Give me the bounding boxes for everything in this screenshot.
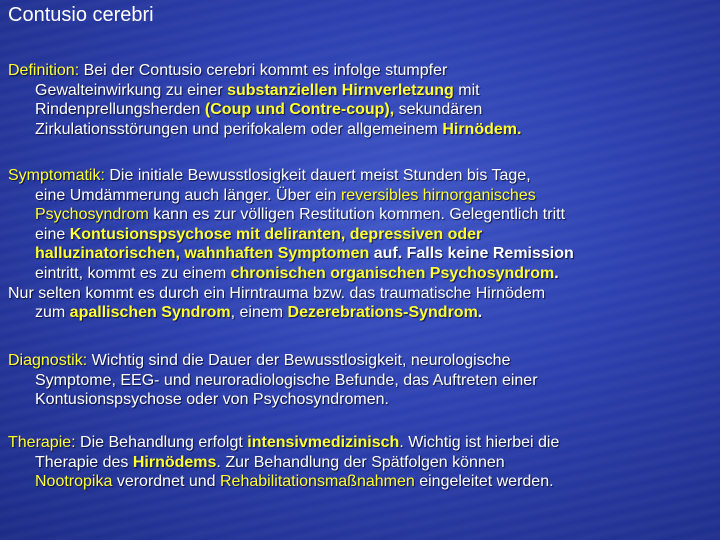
symptomatik-highlight-3: Kontusionspsychose mit deliranten, depressiven oder xyxy=(69,225,483,243)
symptomatik-highlight-4: halluzinatorischen, wahnhaften Symptomen xyxy=(35,245,370,263)
symptomatik-text-1: Die initiale Bewusstlosigkeit dauert meist Stunden bis Tage, xyxy=(104,167,531,184)
symptomatik-highlight-1: reversibles hirnorganisches xyxy=(340,186,536,204)
symptomatik-highlight-5: chronischen organischen Psychosyndrom xyxy=(230,264,555,282)
symptomatik-text-2: eine Umdämmerung auch länger. Über ein xyxy=(35,186,341,204)
therapie-text-5: verordnet und xyxy=(112,473,220,491)
symptomatik-text-11: . xyxy=(477,304,483,322)
definition-highlight-2: (Coup und Contre-coup), xyxy=(204,101,395,119)
therapie-text-1: Die Behandlung erfolgt xyxy=(75,434,248,451)
definition-text-6: Zirkulationsstörungen und perifokalem oder allgemeinem xyxy=(35,120,443,138)
definition-text-7: . xyxy=(517,120,522,138)
slide-title: Contusio cerebri xyxy=(8,4,154,26)
symptomatik-text-7: . xyxy=(554,264,559,282)
therapie-highlight-4: Rehabilitationsmaßnahmen xyxy=(220,473,415,491)
diagnostik-text-2: Symptome, EEG- und neuroradiologische Befunde, das Auftreten einer xyxy=(35,371,538,389)
definition-paragraph xyxy=(8,61,714,139)
symptomatik-highlight-7: Dezerebrations-Syndrom xyxy=(287,304,478,322)
symptomatik-text-10: , einem xyxy=(230,304,288,322)
therapie-highlight-3: Nootropika xyxy=(35,473,113,491)
definition-text-1: Bei der Contusio cerebri kommt es infolge stumpfer xyxy=(79,62,448,79)
definition-text-5: sekundären xyxy=(394,101,483,119)
symptomatik-text-5: auf. Falls keine Remission xyxy=(369,245,574,263)
definition-highlight-3: Hirnödem xyxy=(442,120,517,138)
symptomatik-text-4: eine xyxy=(35,225,70,243)
symptomatik-label: Symptomatik: xyxy=(8,167,105,184)
diagnostik-label: Diagnostik: xyxy=(8,352,88,369)
symptomatik-text-3: kann es zur völligen Restitution kommen. Gelegentlich tritt xyxy=(148,206,566,224)
definition-text-2: Gewalteinwirkung zu einer xyxy=(35,81,228,99)
therapie-highlight-1: intensivmedizinisch xyxy=(247,434,400,451)
definition-label: Definition: xyxy=(8,62,80,79)
therapie-text-2: . Wichtig ist hierbei die xyxy=(399,434,560,451)
definition-highlight-1: substanziellen Hirnverletzung xyxy=(227,81,454,99)
symptomatik-highlight-6: apallischen Syndrom xyxy=(69,304,231,322)
therapie-paragraph xyxy=(8,433,714,492)
therapie-text-3: Therapie des xyxy=(35,453,133,471)
therapie-highlight-2: Hirnödems xyxy=(132,453,217,471)
definition-text-4: Rindenprellungsherden xyxy=(35,101,205,119)
definition-text-3: mit xyxy=(453,81,480,99)
therapie-label: Therapie: xyxy=(8,434,76,451)
symptomatik-text-9: zum xyxy=(35,304,70,322)
therapie-text-4: . Zur Behandlung der Spätfolgen können xyxy=(216,453,505,471)
symptomatik-highlight-2: Psychosyndrom xyxy=(35,206,149,224)
symptomatik-text-6: eintritt, kommt es zu einem xyxy=(35,264,231,282)
diagnostik-text-1: Wichtig sind die Dauer der Bewusstlosigkeit, neurologische xyxy=(87,352,511,369)
diagnostik-paragraph xyxy=(8,351,714,410)
diagnostik-text-3: Kontusionspsychose oder von Psychosyndromen. xyxy=(35,391,389,409)
symptomatik-text-8: Nur selten kommt es durch ein Hirntrauma bzw. das traumatische Hirnödem xyxy=(8,284,546,302)
symptomatik-paragraph xyxy=(8,166,714,323)
therapie-text-6: eingeleitet werden. xyxy=(414,473,554,491)
